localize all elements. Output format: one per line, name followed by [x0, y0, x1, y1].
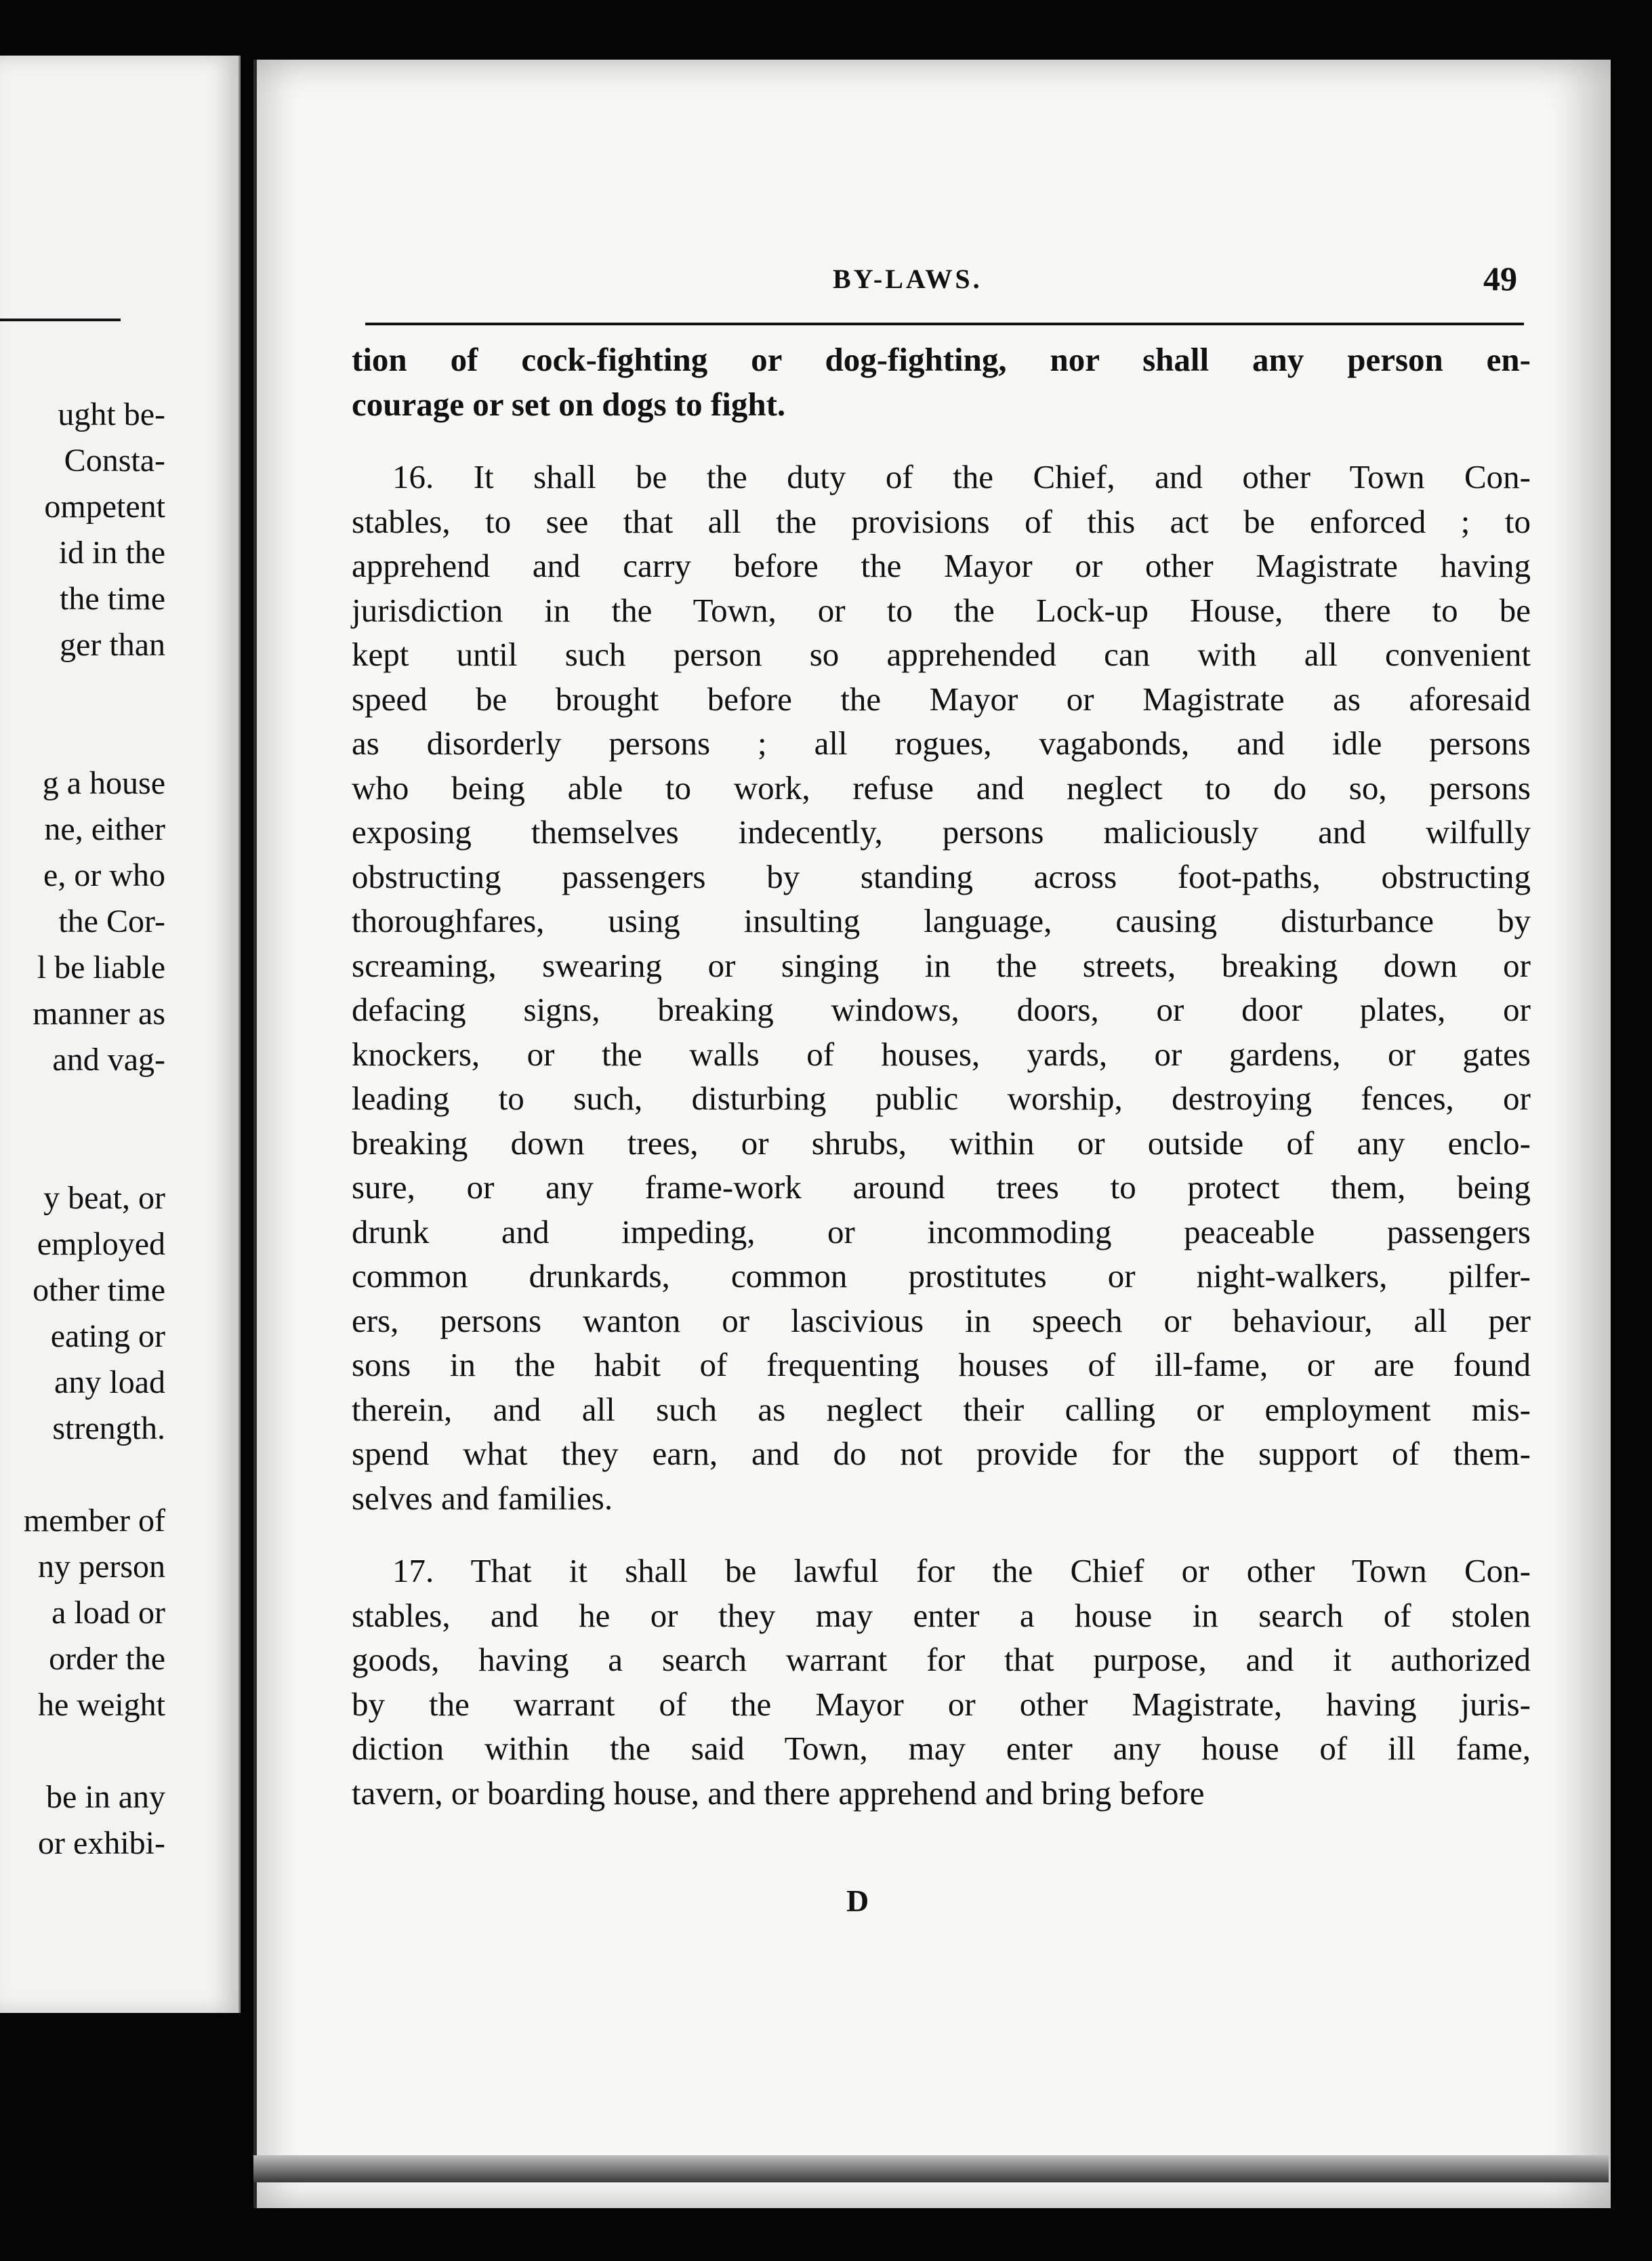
text-line: exposing themselves indecently, persons maliciously and wilfully — [352, 813, 1531, 851]
text-line: who being able to work, refuse and neglect to do so, persons — [352, 769, 1531, 807]
page-number: 49 — [1483, 260, 1517, 298]
facing-page-line: ompetent — [44, 489, 165, 525]
text-line: as disorderly persons ; all rogues, vagabonds, and idle persons — [352, 725, 1531, 762]
text-line: spend what they earn, and do not provide for the support of them- — [352, 1435, 1531, 1472]
text-line: 17. That it shall be lawful for the Chief or other Town Con- — [392, 1552, 1531, 1589]
facing-page-line: order the — [49, 1641, 165, 1677]
facing-page-line: id in the — [58, 535, 165, 571]
section-17 — [352, 1549, 1531, 1815]
facing-page-rule — [0, 319, 121, 321]
facing-page-line: ught be- — [58, 396, 165, 432]
text-line: defacing signs, breaking windows, doors, or door plates, or — [352, 991, 1531, 1028]
facing-page-line: or exhibi- — [38, 1825, 165, 1861]
facing-page-line: y beat, or — [43, 1180, 165, 1216]
facing-page-line: l be liable — [37, 950, 165, 985]
text-line: sure, or any frame-work around trees to protect them, being — [352, 1168, 1531, 1206]
text-line: obstructing passengers by standing across foot-paths, obstructing — [352, 857, 1531, 895]
text-line: diction within the said Town, may enter any house of ill fame, — [352, 1730, 1531, 1767]
continued-paragraph — [352, 338, 1531, 426]
text-line: therein, and all such as neglect their calling or employment mis- — [352, 1390, 1531, 1428]
text-line: goods, having a search warrant for that purpose, and it authorized — [352, 1641, 1531, 1678]
text-line: breaking down trees, or shrubs, within or outside of any enclo- — [352, 1124, 1531, 1162]
facing-page-line: any load — [54, 1364, 165, 1400]
text-line: apprehend and carry before the Mayor or other Magistrate having — [352, 547, 1531, 584]
text-line: kept until such person so apprehended can with all convenient — [352, 636, 1531, 673]
facing-page-line: member of — [23, 1503, 165, 1539]
text-line: screaming, swearing or singing in the streets, breaking down or — [352, 946, 1531, 984]
facing-page-line: be in any — [46, 1779, 165, 1815]
facing-page-line: employed — [37, 1226, 165, 1262]
text-line: courage or set on dogs to fight. — [352, 385, 786, 423]
text-line: selves and families. — [352, 1479, 613, 1517]
text-line: thoroughfares, using insulting language, causing disturbance by — [352, 902, 1531, 939]
facing-page-line: other time — [33, 1272, 165, 1308]
facing-page-line: a load or — [51, 1595, 165, 1631]
facing-page-line: e, or who — [43, 857, 165, 893]
facing-page-line: the Cor- — [58, 903, 165, 939]
text-line: stables, to see that all the provisions of this act be enforced ; to — [352, 502, 1531, 540]
text-line: leading to such, disturbing public worship, destroying fences, or — [352, 1080, 1531, 1117]
facing-page-line: ger than — [60, 627, 165, 663]
book-page — [253, 60, 1611, 2208]
page-body — [352, 338, 1531, 1815]
facing-page-line: ne, either — [44, 811, 165, 847]
facing-page-line: eating or — [50, 1318, 165, 1354]
text-line: by the warrant of the Mayor or other Magistrate, having juris- — [352, 1685, 1531, 1723]
text-line: sons in the habit of frequenting houses of ill-fame, or are found — [352, 1346, 1531, 1383]
text-line: speed be brought before the Mayor or Magistrate as aforesaid — [352, 680, 1531, 718]
facing-page-line: and vag- — [52, 1042, 165, 1078]
text-line: knockers, or the walls of houses, yards, or gardens, or gates — [352, 1035, 1531, 1073]
text-line: tion of cock-fighting or dog-fighting, nor shall any person en- — [352, 341, 1531, 378]
text-line: ers, persons wanton or lascivious in speech or behaviour, all per — [352, 1301, 1531, 1339]
running-head — [358, 260, 1558, 317]
facing-page-line: strength. — [52, 1410, 165, 1446]
facing-page-line: he weight — [38, 1687, 165, 1723]
facing-page-line: g a house — [42, 765, 165, 801]
page-edge-shadow — [253, 2155, 1609, 2182]
facing-page-line: Consta- — [64, 443, 165, 478]
text-line: tavern, or boarding house, and there apprehend and bring before — [352, 1774, 1205, 1812]
running-head-title: BY-LAWS. — [833, 264, 983, 294]
signature-mark: D — [846, 1883, 869, 1918]
header-rule — [365, 323, 1524, 325]
facing-page-line: manner as — [33, 996, 165, 1032]
facing-page-line: ny person — [38, 1549, 165, 1585]
text-line: jurisdiction in the Town, or to the Lock-up House, there to be — [352, 591, 1531, 629]
text-line: 16. It shall be the duty of the Chief, and other Town Con- — [392, 458, 1531, 495]
section-16 — [352, 455, 1531, 1520]
text-line: common drunkards, common prostitutes or night-walkers, pilfer- — [352, 1257, 1531, 1295]
facing-page-line: the time — [60, 581, 165, 617]
text-line: stables, and he or they may enter a house in search of stolen — [352, 1596, 1531, 1634]
facing-page-fragment — [0, 56, 241, 2013]
text-line: drunk and impeding, or incommoding peaceable passengers — [352, 1213, 1531, 1250]
